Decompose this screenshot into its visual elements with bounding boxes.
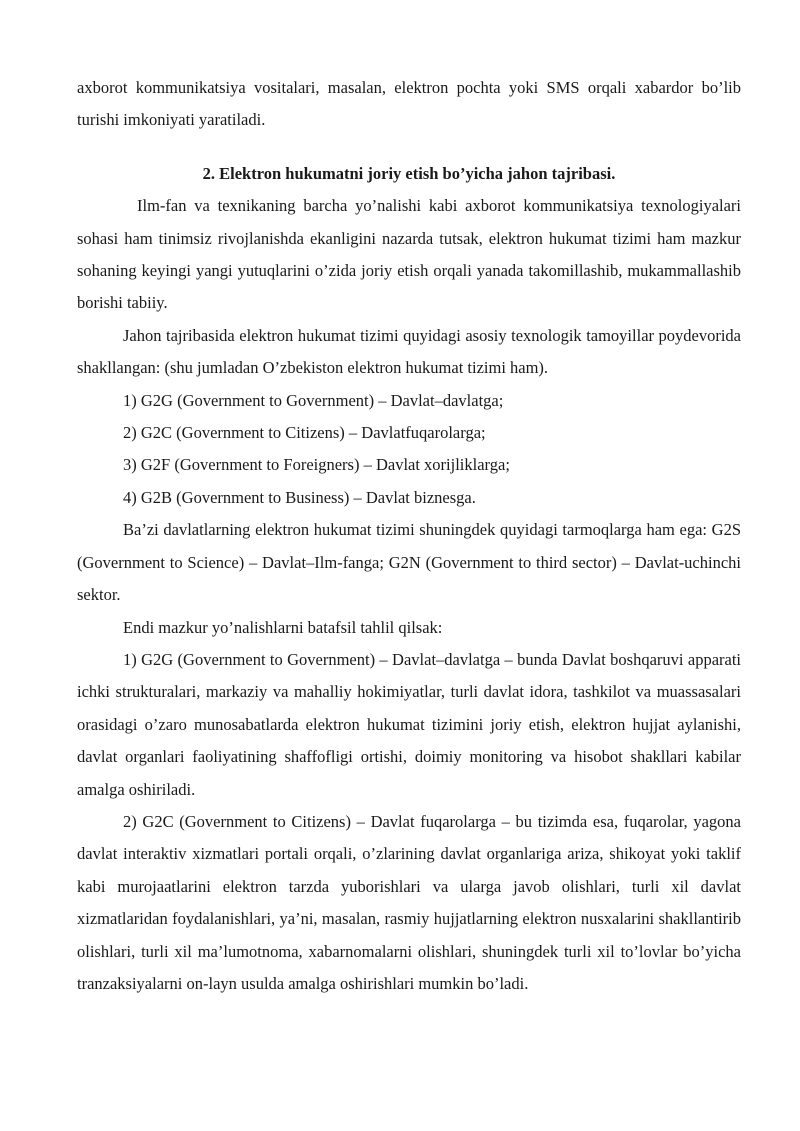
paragraph-g2c-detail: 2) G2C (Government to Citizens) – Davlat fuqarolarga – bu tizimda esa, fuqarolar, yagona davlat interaktiv xizmatlari portali orqali, o’zlarining davlat organlariga ariza, shikoyat yoki taklif kabi murojaatlarini elektron tarzda yuborishlari va ularga javob olishlari, turli xil davlat xizmatlaridan foydalanishlari, ya’ni, masalan, rasmiy hujjatlarning elektron nusxalarini shakllantirib olishlari, turli xil ma’lumotnoma, xabarnomalarni olishlari, shuningdek turli xil to’lovlar bo’yicha tranzaksiyalarni on-layn usulda amalga oshirishlari mumkin bo’ladi. — [77, 811, 741, 993]
paragraph-continuation: axborot kommunikatsiya vositalari, masalan, elektron pochta yoki SMS orqali xabardor bo’lib turishi imkoniyati yaratiladi. — [77, 78, 741, 130]
paragraph-additional-networks: Ba’zi davlatlarning elektron hukumat tizimi shuningdek quyidagi tarmoqlarga ham ega: G2S (Government to Science) – Davlat–Ilm-fanga; G2N (Government to third sector) – Davlat-uchinchi sektor. — [77, 520, 741, 605]
list-item-g2b: 4) G2B (Government to Business) – Davlat biznesga. — [123, 487, 476, 507]
list-item-g2c: 2) G2C (Government to Citizens) – Davlatfuqarolarga; — [123, 423, 486, 443]
paragraph-principles: Jahon tajribasida elektron hukumat tizimi quyidagi asosiy texnologik tamoyillar poydevorida shakllangan: (shu jumladan O’zbekiston elektron hukumat tizimi ham). — [77, 325, 741, 378]
section-heading: 2. Elektron hukumatni joriy etish bo’yicha jahon tajribasi. — [202, 163, 616, 183]
paragraph-analysis-intro: Endi mazkur yo’nalishlarni batafsil tahlil qilsak: — [123, 617, 443, 637]
document-page — [77, 72, 741, 1000]
paragraph-g2g-detail: 1) G2G (Government to Government) – Davlat–davlatga – bunda Davlat boshqaruvi apparati ichki strukturalari, markaziy va mahalliy hokimiyatlar, turli davlat idora, tashkilot va muassasalari orasidagi o’zaro munosabatlarda elektron hukumat tizimini joriy etish, elektron hujjat aylanishi, davlat organlari faoliyatining shaffofligi ortishi, doimiy monitoring va hisobot shakllari kabilar amalga oshiriladi. — [77, 649, 741, 799]
list-item-g2g: 1) G2G (Government to Government) – Davlat–davlatga; — [123, 390, 504, 410]
list-item-g2f: 3) G2F (Government to Foreigners) – Davlat xorijliklarga; — [123, 455, 510, 475]
paragraph-intro: Ilm-fan va texnikaning barcha yo’nalishi kabi axborot kommunikatsiya texnologiyalari sohasi ham tinimsiz rivojlanishda ekanligini nazarda tutsak, elektron hukumat tizimi ham mazkur sohaning keyingi yangi yutuqlarini o’zida joriy etish orqali yanada takomillashib, mukammallashib borishi tabiiy. — [77, 196, 741, 313]
